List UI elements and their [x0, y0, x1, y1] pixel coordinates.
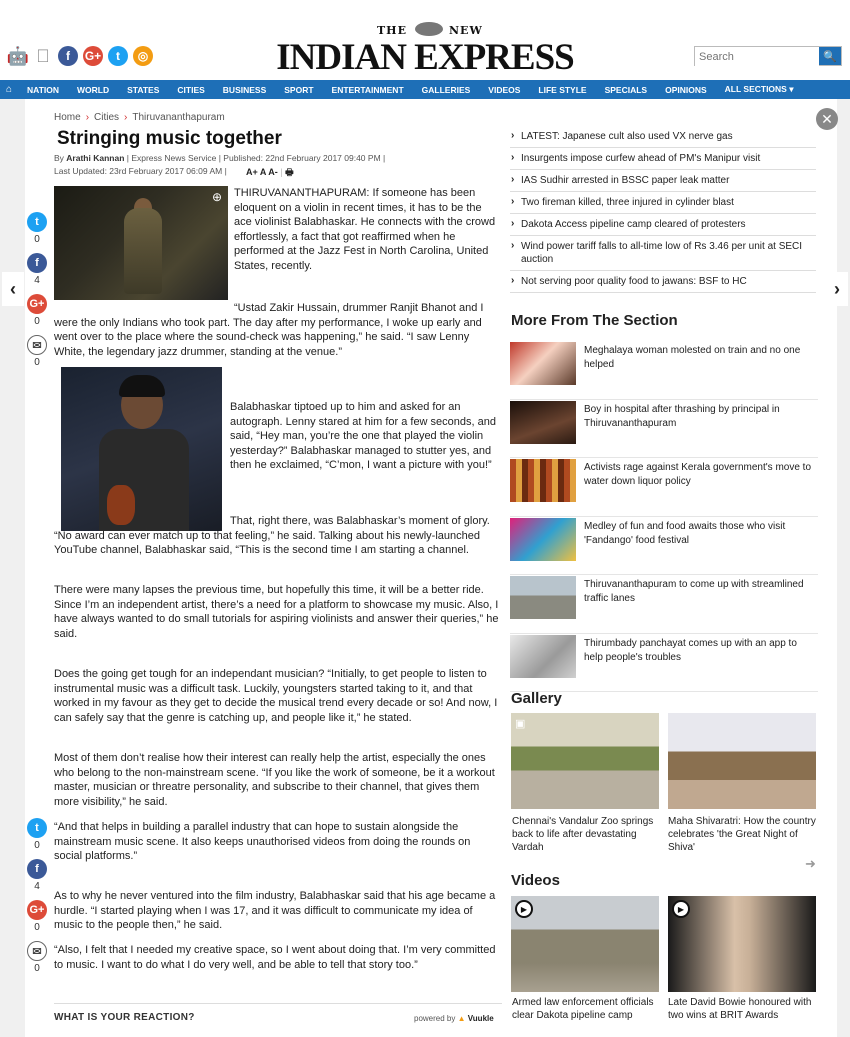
twitter-share-icon[interactable]: t: [27, 212, 47, 232]
logo-the: THE: [377, 24, 407, 37]
divider: [54, 1003, 502, 1004]
search-icon[interactable]: 🔍: [819, 47, 841, 65]
next-article-arrow-icon[interactable]: ›: [826, 272, 848, 306]
video-caption[interactable]: Late David Bowie honoured with two wins at BRIT Awards: [668, 997, 812, 1021]
twitter-icon[interactable]: t: [108, 46, 128, 66]
more-from-section-heading: More From The Section: [511, 312, 678, 329]
byline-prefix: By: [54, 153, 64, 163]
android-icon[interactable]: 🤖: [6, 45, 30, 66]
latest-item[interactable]: › LATEST: Japanese cult also used VX nerve gas: [510, 126, 816, 148]
thumbnail: [510, 342, 576, 385]
divider: |: [280, 167, 286, 177]
gallery-heading: Gallery: [511, 690, 562, 707]
article-image-performer[interactable]: [54, 186, 228, 300]
article-paragraph: Does the going get tough for an independant musician? “Initially, to get people to listen to instrumental music was a difficult task. Luckily, youngsters started taking to it, and that worked in my favour as they get to decide the musical trend every decade or so! And now, I can safely say that the genre is catching up, and people like it,” he stated.: [54, 668, 498, 724]
home-icon[interactable]: ⌂: [6, 84, 13, 95]
gallery-icon: ▣: [515, 718, 526, 730]
article-paragraph: “Also, I felt that I needed my creative space, so I went about doing that. I’m very committed to music. I want to do what I do very well, and be able to tell that story too.”: [54, 944, 496, 971]
twitter-count: 0: [34, 840, 40, 851]
list-item-title: Thirumbady panchayat comes up with an app to help people's troubles: [584, 637, 797, 663]
nav-item-entertainment[interactable]: ENTERTAINMENT: [331, 84, 404, 95]
font-size-tools: [246, 165, 294, 181]
close-icon[interactable]: ✕: [816, 108, 838, 130]
list-item-title: Activists rage against Kerala government's move to water down liquor policy: [584, 462, 812, 487]
email-count: 0: [34, 357, 40, 368]
google-count: 0: [34, 922, 40, 933]
twitter-count: 0: [34, 234, 40, 245]
published-date: Published: 22nd February 2017 09:40 PM: [223, 153, 381, 163]
latest-item[interactable]: › Wind power tariff falls to all-time low of Rs 3.46 per unit at SECI auction: [510, 236, 816, 271]
email-count: 0: [34, 963, 40, 974]
list-item-title: Boy in hospital after thrashing by principal in Thiruvananthapuram: [584, 403, 780, 429]
breadcrumb: [54, 112, 225, 123]
list-item[interactable]: [510, 517, 818, 576]
print-icon[interactable]: 🖶: [285, 167, 294, 177]
article-paragraph: “Ustad Zakir Hussain, drummer Ranjit Bhanot and I were the only Indians who took part. The day after my performance, I woke up early and went over to the place where the sound-check was happening,” he said. “I saw Lenny White, the legendary jazz drummer, standing at the venue.”: [54, 302, 484, 358]
chevron-down-icon: ▾: [789, 84, 794, 94]
rss-icon[interactable]: ◎: [133, 46, 153, 66]
font-size-controls[interactable]: A+ A A-: [246, 167, 278, 177]
latest-item[interactable]: › Insurgents impose curfew ahead of PM's Manipur visit: [510, 148, 816, 170]
list-item-title: Medley of fun and food awaits those who visit 'Fandango' food festival: [584, 520, 786, 546]
google-plus-share-icon[interactable]: G+: [27, 900, 47, 920]
play-icon[interactable]: ▶: [672, 900, 690, 918]
facebook-share-icon[interactable]: f: [27, 253, 47, 273]
all-sections-label: ALL SECTIONS: [724, 84, 787, 94]
thumbnail: [510, 401, 576, 444]
article-paragraph: As to why he never ventured into the film industry, Balabhaskar said that his age became a hurdle. “I started playing when I was 17, and it was difficult to communicate my idea of music to the people then,” he said.: [54, 890, 496, 932]
thumbnail: [510, 635, 576, 678]
breadcrumb-separator-icon: ›: [124, 112, 128, 123]
google-plus-share-icon[interactable]: G+: [27, 294, 47, 314]
article-image-portrait[interactable]: [61, 367, 222, 531]
video-thumbnail[interactable]: [668, 896, 816, 992]
facebook-count: 4: [34, 275, 40, 286]
gallery-caption[interactable]: Maha Shivaratri: How the country celebrates 'the Great Night of Shiva': [668, 816, 816, 853]
gallery-thumbnail[interactable]: [511, 713, 659, 809]
list-item[interactable]: [510, 341, 818, 400]
article-meta: By Arathi Kannan | Express News Service | Published: 22nd February 2017 09:40 PM | Last Updated: 23rd February 2017 06:09 AM |: [54, 153, 386, 176]
image-figure-hair: [119, 375, 165, 397]
article-paragraph: That, right there, was Balabhaskar’s moment of glory. “No award can ever match up to that feeling,” he said. Talking about his newly-launched YouTube channel, Balabhaskar said, “This is the second time I am starting a channel.: [54, 515, 490, 557]
share-bar-bottom: [24, 818, 50, 982]
main-nav: [0, 80, 850, 99]
nav-item-business[interactable]: BUSINESS: [222, 84, 267, 95]
play-icon[interactable]: ▶: [515, 900, 533, 918]
nav-item-all-sections[interactable]: [716, 84, 803, 95]
facebook-share-icon[interactable]: f: [27, 859, 47, 879]
gallery-caption[interactable]: Chennai's Vandalur Zoo springs back to life after devastating Vardah: [512, 816, 654, 853]
latest-item[interactable]: › Not serving poor quality food to jawans: BSF to HC: [510, 271, 816, 293]
latest-item[interactable]: › Dakota Access pipeline camp cleared of protesters: [510, 214, 816, 236]
nav-item-world[interactable]: WORLD: [77, 84, 110, 95]
site-header: [0, 0, 850, 80]
list-item[interactable]: [510, 458, 818, 517]
twitter-share-icon[interactable]: t: [27, 818, 47, 838]
article-paragraph: Balabhaskar tiptoed up to him and asked for an autograph. Lenny stared at him for a few seconds, and said, “Hey man, you’re the one that played the violin yesterday?” Balabhaskar managed to stutter yes, and then he exclaimed, “C’mon, I want a picture with you!”: [230, 401, 496, 472]
search-input[interactable]: [695, 48, 819, 66]
powered-by: [414, 1014, 494, 1023]
videos-heading: Videos: [511, 872, 560, 889]
nav-item-opinions[interactable]: OPINIONS: [665, 84, 707, 95]
nav-item-sport[interactable]: SPORT: [284, 84, 314, 95]
video-caption[interactable]: Armed law enforcement officials clear Dakota pipeline camp: [512, 997, 654, 1021]
nav-item-specials[interactable]: SPECIALS: [604, 84, 648, 95]
nav-item-states[interactable]: STATES: [127, 84, 160, 95]
vuukle-logo-icon: ▲: [457, 1014, 466, 1023]
updated-date: Last Updated: 23rd February 2017 06:09 AM: [54, 166, 223, 176]
list-item-title: Meghalaya woman molested on train and no one helped: [584, 345, 801, 370]
apple-icon[interactable]: [33, 46, 53, 66]
share-bar-top: [24, 212, 50, 376]
gallery-thumbnail[interactable]: [668, 713, 816, 809]
nav-item-galleries[interactable]: GALLERIES: [421, 84, 471, 95]
app-links: [8, 46, 153, 66]
list-item[interactable]: [510, 575, 818, 634]
logo-new: NEW: [449, 24, 483, 37]
prev-article-arrow-icon[interactable]: ‹: [2, 272, 24, 306]
agency: Express News Service: [131, 153, 217, 163]
zoom-icon[interactable]: ⊕: [211, 190, 222, 204]
thumbnail: [510, 459, 576, 502]
reaction-heading: WHAT IS YOUR REACTION?: [54, 1012, 195, 1023]
search-box: [694, 46, 842, 66]
article-paragraph: There were many lapses the previous time, but hopefully this time, it will be a better ride. Since I’m an independent artist, there’s a need for a platform to showcase my music. Also, I have always wanted to do small tutorials for aspiring violinists and answer their queries,” he said.: [54, 584, 499, 640]
nav-item-nation[interactable]: NATION: [27, 84, 59, 95]
email-share-icon[interactable]: ✉: [27, 941, 47, 961]
latest-item[interactable]: › IAS Sudhir arrested in BSSC paper leak matter: [510, 170, 816, 192]
list-item-title: Thiruvananthapuram to come up with streamlined traffic lanes: [584, 579, 804, 604]
latest-item[interactable]: › Two fireman killed, three injured in cylinder blast: [510, 192, 816, 214]
article-title: Stringing music together: [57, 128, 282, 149]
list-item[interactable]: [510, 634, 818, 693]
article-paragraph: THIRUVANANTHAPURAM: If someone has been eloquent on a violin in recent times, it has to be the ace violinist Balabhaskar. He connects with the crowd effortlessly, a fact that got reaffirmed when he performed at the Jazz Fest in North Carolina, United States, recently.: [234, 187, 496, 272]
breadcrumb-city[interactable]: Thiruvananthapuram: [132, 112, 225, 123]
nav-item-cities[interactable]: CITIES: [177, 84, 205, 95]
article-paragraph: Most of them don’t realise how their interest can really help the artist, especially the ones who belong to the non-mainstream scene. “If you like the work of someone, be it a workout master, musician or threatre personality, and subscribe to their channel, that gives them more visibility,” he said.: [54, 752, 495, 808]
google-plus-icon[interactable]: G+: [83, 46, 103, 66]
breadcrumb-cities[interactable]: Cities: [94, 112, 120, 123]
facebook-count: 4: [34, 881, 40, 892]
more-from-section-list: [510, 341, 818, 692]
facebook-icon[interactable]: f: [58, 46, 78, 66]
list-item[interactable]: [510, 400, 818, 459]
nav-item-videos[interactable]: VIDEOS: [488, 84, 521, 95]
article-paragraph: “And that helps in building a parallel industry that can hope to sustain alongside the mainstream music scene. It also keeps unauthorised videos from doing the rounds on social platforms.”: [54, 821, 471, 863]
thumbnail: [510, 576, 576, 619]
email-share-icon[interactable]: ✉: [27, 335, 47, 355]
video-thumbnail[interactable]: [511, 896, 659, 992]
vuukle-label[interactable]: Vuukle: [467, 1014, 494, 1023]
author-name[interactable]: Arathi Kannan: [66, 153, 125, 163]
breadcrumb-separator-icon: ›: [85, 112, 90, 123]
latest-news-list: [510, 126, 816, 293]
logo-emblem-icon: [415, 22, 443, 36]
powered-by-label: powered by: [414, 1014, 456, 1023]
breadcrumb-home[interactable]: Home: [54, 112, 81, 123]
logo-text: INDIAN EXPRESS: [276, 37, 574, 78]
nav-item-lifestyle[interactable]: LIFE STYLE: [538, 84, 587, 95]
thumbnail: [510, 518, 576, 561]
image-figure-body: [124, 208, 162, 294]
arrow-right-icon[interactable]: ➜: [805, 856, 816, 871]
google-count: 0: [34, 316, 40, 327]
